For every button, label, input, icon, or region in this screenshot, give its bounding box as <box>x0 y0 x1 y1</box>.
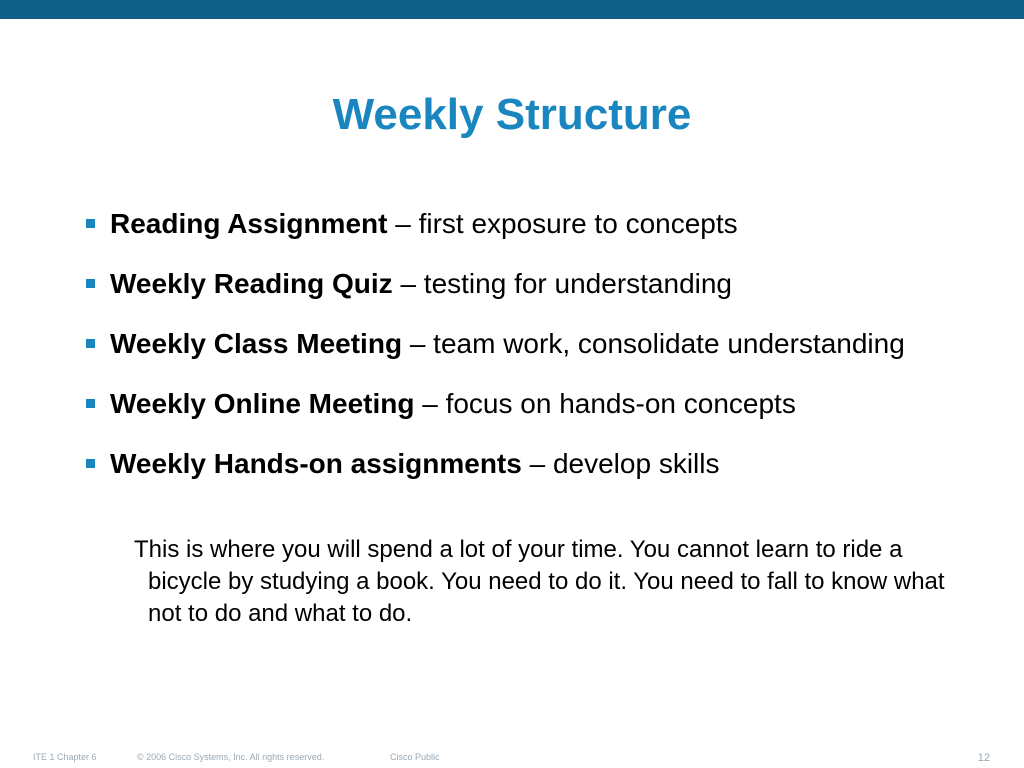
slide-title: Weekly Structure <box>332 90 692 139</box>
bullet-description: – testing for understanding <box>392 268 733 299</box>
square-bullet-icon <box>86 279 95 288</box>
square-bullet-icon <box>86 459 95 468</box>
square-bullet-icon <box>86 339 95 348</box>
square-bullet-icon <box>86 399 95 408</box>
footer-course-label: ITE 1 Chapter 6 <box>33 752 97 762</box>
bullet-item-online-meeting <box>86 385 986 423</box>
bullet-item-reading-quiz <box>86 265 986 303</box>
bullet-list <box>86 205 986 505</box>
hands-on-note: This is where you will spend a lot of your time. You cannot learn to ride a bicycle by studying a book. You need to do it. You need to fall to know what not to do and what to do. <box>134 536 945 627</box>
bullet-description: – focus on hands-on concepts <box>414 388 796 419</box>
square-bullet-icon <box>86 219 95 228</box>
bullet-term: Weekly Online Meeting <box>110 388 415 419</box>
top-header-bar <box>0 0 1024 19</box>
bullet-description: – team work, consolidate understanding <box>402 328 905 359</box>
page-number: 12 <box>977 752 990 764</box>
bullet-term: Weekly Hands-on assignments <box>110 448 522 479</box>
footer-copyright: © 2006 Cisco Systems, Inc. All rights reserved. <box>137 752 325 762</box>
bullet-term: Weekly Reading Quiz <box>110 268 393 299</box>
bullet-description: – develop skills <box>521 448 720 479</box>
bullet-item-hands-on-assignments <box>86 445 986 483</box>
bullet-item-class-meeting <box>86 325 986 363</box>
slide-footer <box>0 752 1024 764</box>
bullet-description: – first exposure to concepts <box>387 208 738 239</box>
bullet-term: Reading Assignment <box>110 208 388 239</box>
bullet-term: Weekly Class Meeting <box>110 328 403 359</box>
footer-classification: Cisco Public <box>390 752 440 762</box>
bullet-item-reading-assignment <box>86 205 986 243</box>
